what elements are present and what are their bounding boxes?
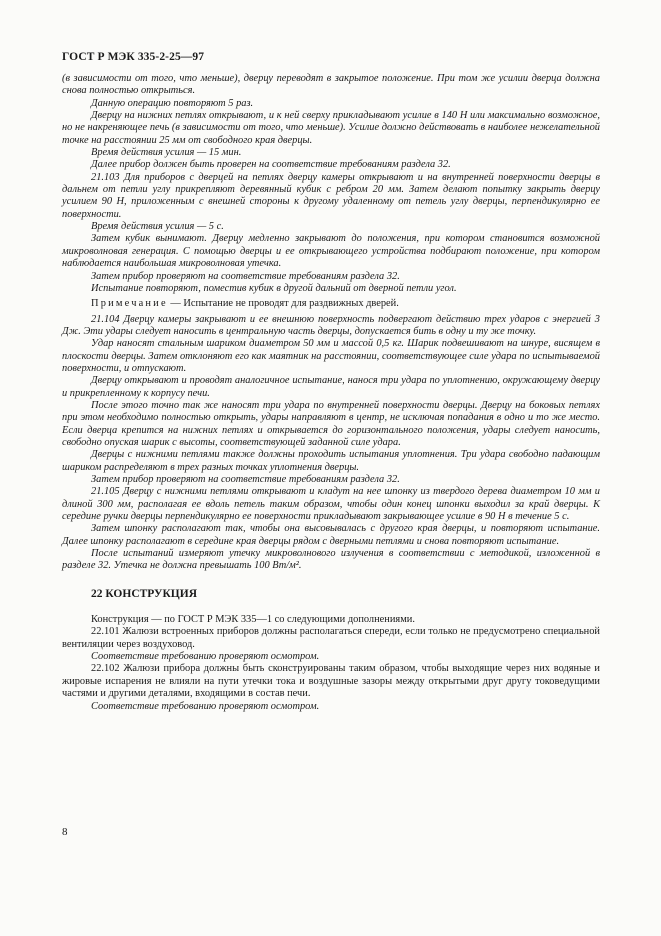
paragraph: (в зависимости от того, что меньше), дверцу переводят в закрытое положение. При том же усилии дверца должна снова полностью открыться. bbox=[62, 73, 600, 97]
paragraph: Дверцу на нижних петлях открывают, и к ней сверху прикладывают усилие в 140 Н или максимально возможное, но не накреняющее печь (в зависимости от того, что меньше). Усилие должно действовать в наиболее нежелательной точке на расстоянии 25 мм от свободного края дверцы. bbox=[62, 110, 600, 146]
paragraph: Затем шпонку располагают так, чтобы она высовывалась с другого края дверцы, и повторяют испытание. Далее шпонку располагают в середине края дверцы рядом с дверными петлями и снова повторяют испытание. bbox=[62, 523, 600, 547]
page-number: 8 bbox=[62, 826, 68, 838]
paragraph: Данную операцию повторяют 5 раз. bbox=[91, 97, 254, 109]
paragraph: Конструкция — по ГОСТ Р МЭК 335—1 со следующими дополнениями. bbox=[91, 614, 415, 626]
paragraph: Дверцы с нижними петлями также должны проходить испытания уплотнения. Три удара свободно падающим шариком распределяют в трех разных точках уплотнения дверцы. bbox=[62, 449, 600, 473]
paragraph: Соответствие требованию проверяют осмотром. bbox=[91, 651, 320, 663]
paragraph: Время действия усилия — 15 мин. bbox=[91, 147, 242, 159]
note bbox=[62, 298, 600, 310]
note-label: Примечание bbox=[91, 298, 168, 310]
note-text: — Испытание не проводят для раздвижных дверей. bbox=[167, 298, 399, 310]
paragraph-22-101: 22.101 Жалюзи встроенных приборов должны располагаться спереди, если только не предусмотрено специальной вентиляции через воздуховод. bbox=[62, 626, 600, 650]
paragraph: Затем кубик вынимают. Дверцу медленно закрывают до положения, при котором становится возможной микроволновая генерация. С помощью дверцы и ее открывающего устройства подбирают положение, при котором наблюдается наибольшая микроволновая утечка. bbox=[62, 233, 600, 270]
paragraph-21-103: 21.103 Для приборов с дверцей на петлях дверцу камеры открывают и на внутренней поверхности дверцы в дальнем от петли углу прикрепляют деревянный кубик с ребром 20 мм. Затем делают попытку закрыть дверцу усилием 90 Н, приложенным с внешней стороны к другому удаленному от петель углу дверцы, перпендикулярно ее поверхности. bbox=[62, 171, 600, 220]
paragraph-22-102: 22.102 Жалюзи прибора должны быть сконструированы таким образом, чтобы выходящие через них водяные и жировые испарения не влияли на пути утечки тока и воздушные зазоры между открытыми друг другу токоведущими частями и другими деталями, входящими в состав печи. bbox=[62, 663, 600, 700]
paragraph: Испытание повторяют, поместив кубик в другой дальний от дверной петли угол. bbox=[91, 282, 457, 294]
paragraph-21-104: 21.104 Дверцу камеры закрывают и ее внешнюю поверхность подвергают действию трех ударов с энергией 3 Дж. Эти удары следует наносить в центральную часть дверцы, допускается бить в одну и ту же точку. bbox=[62, 313, 600, 337]
paragraph: Удар наносят стальным шариком диаметром 50 мм и массой 0,5 кг. Шарик подвешивают на шнуре, висящем в плоскости дверцы. Затем отклоняют его как маятник на расстоянии, соответствующее силе удара по испытываемой поверхности, и отпускают. bbox=[62, 338, 600, 374]
paragraph: Далее прибор должен быть проверен на соответствие требованиям раздела 32. bbox=[91, 159, 451, 171]
paragraph: Затем прибор проверяют на соответствие требованиям раздела 32. bbox=[91, 474, 400, 485]
paragraph: Затем прибор проверяют на соответствие требованиям раздела 32. bbox=[91, 270, 400, 282]
document-header: ГОСТ Р МЭК 335-2-25—97 bbox=[62, 51, 205, 63]
paragraph: После этого точно так же наносят три удара по внутренней поверхности дверцы. Дверцу на боковых петлях при этом необходимо полностью открыть, удары направляют в центр, не исключая попадания в одно и то же место. Если дверца крепится на нижних петлях и открывается до горизонтального положения, удары следует наносить, свободно опуская шарик с высоты, соответствующей заданной силе удара. bbox=[62, 399, 600, 448]
paragraph: Соответствие требованию проверяют осмотром. bbox=[91, 700, 320, 712]
paragraph: Дверцу открывают и проводят аналогичное испытание, нанося три удара по уплотнению, окружающему дверцу и прикрепленному к корпусу печи. bbox=[62, 375, 600, 399]
paragraph: После испытаний измеряют утечку микроволнового излучения в соответствии с методикой, изложенной в разделе 32. Утечка не должна превышать 100 Вт/м². bbox=[62, 548, 600, 572]
section-heading: 22 КОНСТРУКЦИЯ bbox=[91, 587, 198, 600]
document-body bbox=[62, 73, 600, 713]
paragraph: Время действия усилия — 5 с. bbox=[91, 221, 224, 233]
paragraph-21-105: 21.105 Дверцу с нижними петлями открывают и кладут на нее шпонку из твердого дерева диаметром 10 мм и длиной 300 мм, располагая ее вдоль петель таким образом, чтобы один конец шпонки выходил за край дверцы. К середине ручки дверцы перпендикулярно ее поверхности прикладывают закрывающее усилие в 90 Н в течение 5 с. bbox=[62, 486, 600, 523]
